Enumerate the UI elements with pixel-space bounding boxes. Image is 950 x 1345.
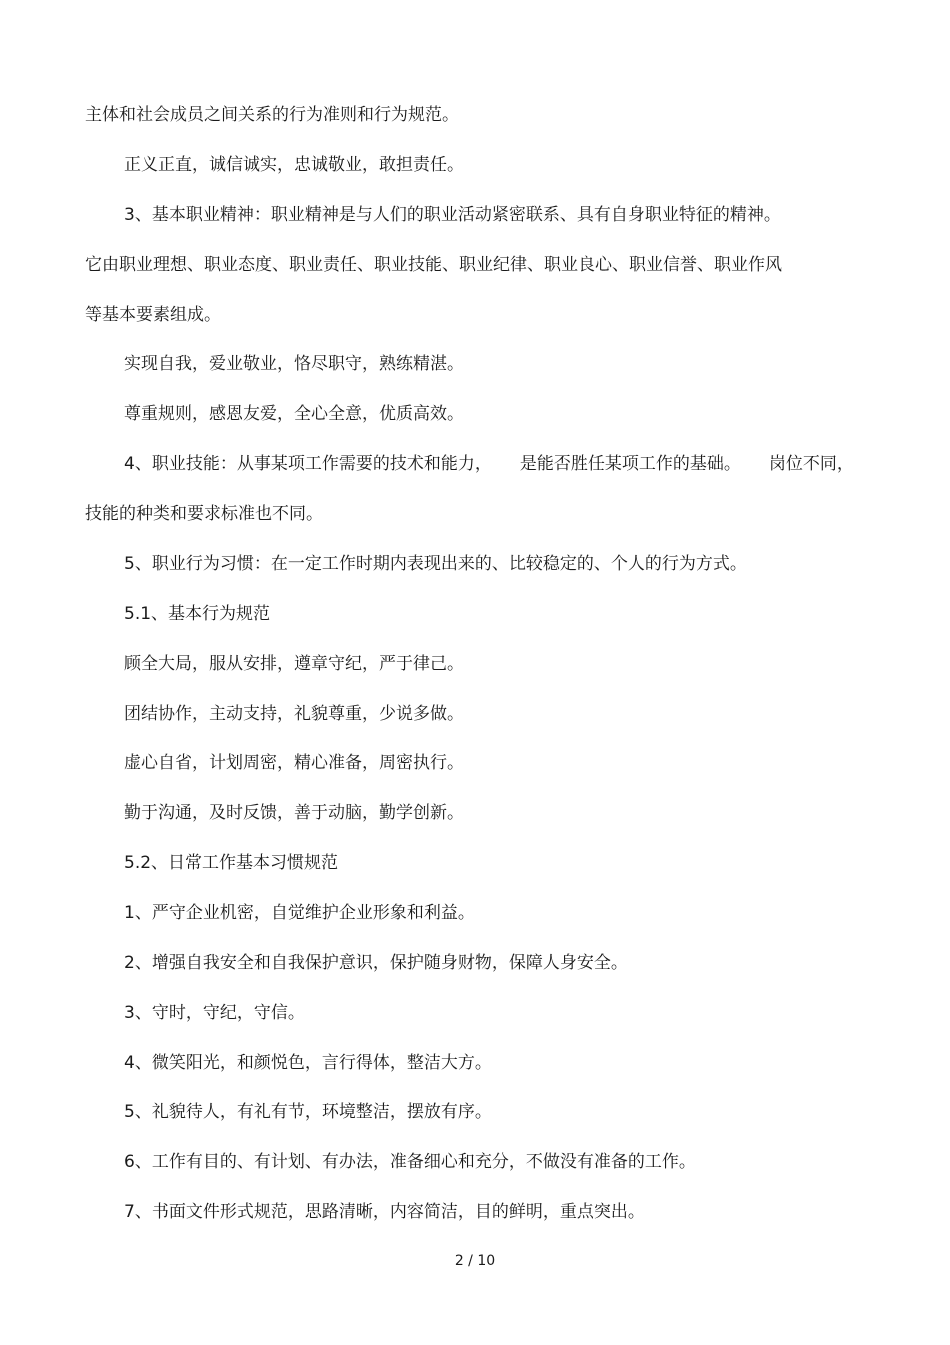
paragraph-line: 尊重规则，感恩友爱，全心全意，优质高效。 bbox=[124, 404, 464, 424]
list-item: 5、礼貌待人，有礼有节，环境整洁，摆放有序。 bbox=[124, 1102, 492, 1122]
line-segment: 是能否胜任某项工作的基础。 bbox=[519, 454, 741, 474]
list-item: 7、书面文件形式规范，思路清晰，内容简洁，目的鲜明，重点突出。 bbox=[124, 1202, 645, 1222]
list-item: 1、严守企业机密，自觉维护企业形象和利益。 bbox=[124, 903, 475, 923]
paragraph-line: 主体和社会成员之间关系的行为准则和行为规范。 bbox=[85, 105, 459, 125]
paragraph-line: 勤于沟通，及时反馈，善于动脑，勤学创新。 bbox=[124, 803, 464, 823]
paragraph-line: 技能的种类和要求标准也不同。 bbox=[85, 504, 323, 524]
list-item: 6、工作有目的、有计划、有办法，准备细心和充分，不做没有准备的工作。 bbox=[124, 1152, 696, 1172]
section-heading-line: 3、基本职业精神：职业精神是与人们的职业活动紧密联系、具有自身职业特征的精神。 bbox=[124, 205, 781, 225]
paragraph-line: 正义正直，诚信诚实，忠诚敬业，敢担责任。 bbox=[124, 155, 464, 175]
paragraph-line: 等基本要素组成。 bbox=[85, 305, 221, 325]
line-segment: 4、职业技能：从事某项工作需要的技术和能力， bbox=[124, 454, 492, 474]
list-item: 2、增强自我安全和自我保护意识，保护随身财物，保障人身安全。 bbox=[124, 953, 628, 973]
paragraph-line: 顾全大局，服从安排，遵章守纪，严于律己。 bbox=[124, 654, 464, 674]
section-heading-line bbox=[124, 453, 854, 475]
paragraph-line: 实现自我，爱业敬业，恪尽职守，熟练精湛。 bbox=[124, 354, 464, 374]
paragraph-line: 虚心自省，计划周密，精心准备，周密执行。 bbox=[124, 753, 464, 773]
list-item: 4、微笑阳光，和颜悦色，言行得体，整洁大方。 bbox=[124, 1053, 492, 1073]
subsection-heading: 5.2、日常工作基本习惯规范 bbox=[124, 853, 339, 873]
list-item: 3、守时，守纪，守信。 bbox=[124, 1003, 305, 1023]
section-heading-line: 5、职业行为习惯：在一定工作时期内表现出来的、比较稳定的、个人的行为方式。 bbox=[124, 554, 747, 574]
line-segment: 岗位不同， bbox=[768, 454, 854, 474]
page-number: 2 / 10 bbox=[454, 1253, 496, 1269]
paragraph-line: 它由职业理想、职业态度、职业责任、职业技能、职业纪律、职业良心、职业信誉、职业作风 bbox=[85, 255, 782, 275]
subsection-heading: 5.1、基本行为规范 bbox=[124, 604, 271, 624]
paragraph-line: 团结协作，主动支持，礼貌尊重，少说多做。 bbox=[124, 704, 464, 724]
